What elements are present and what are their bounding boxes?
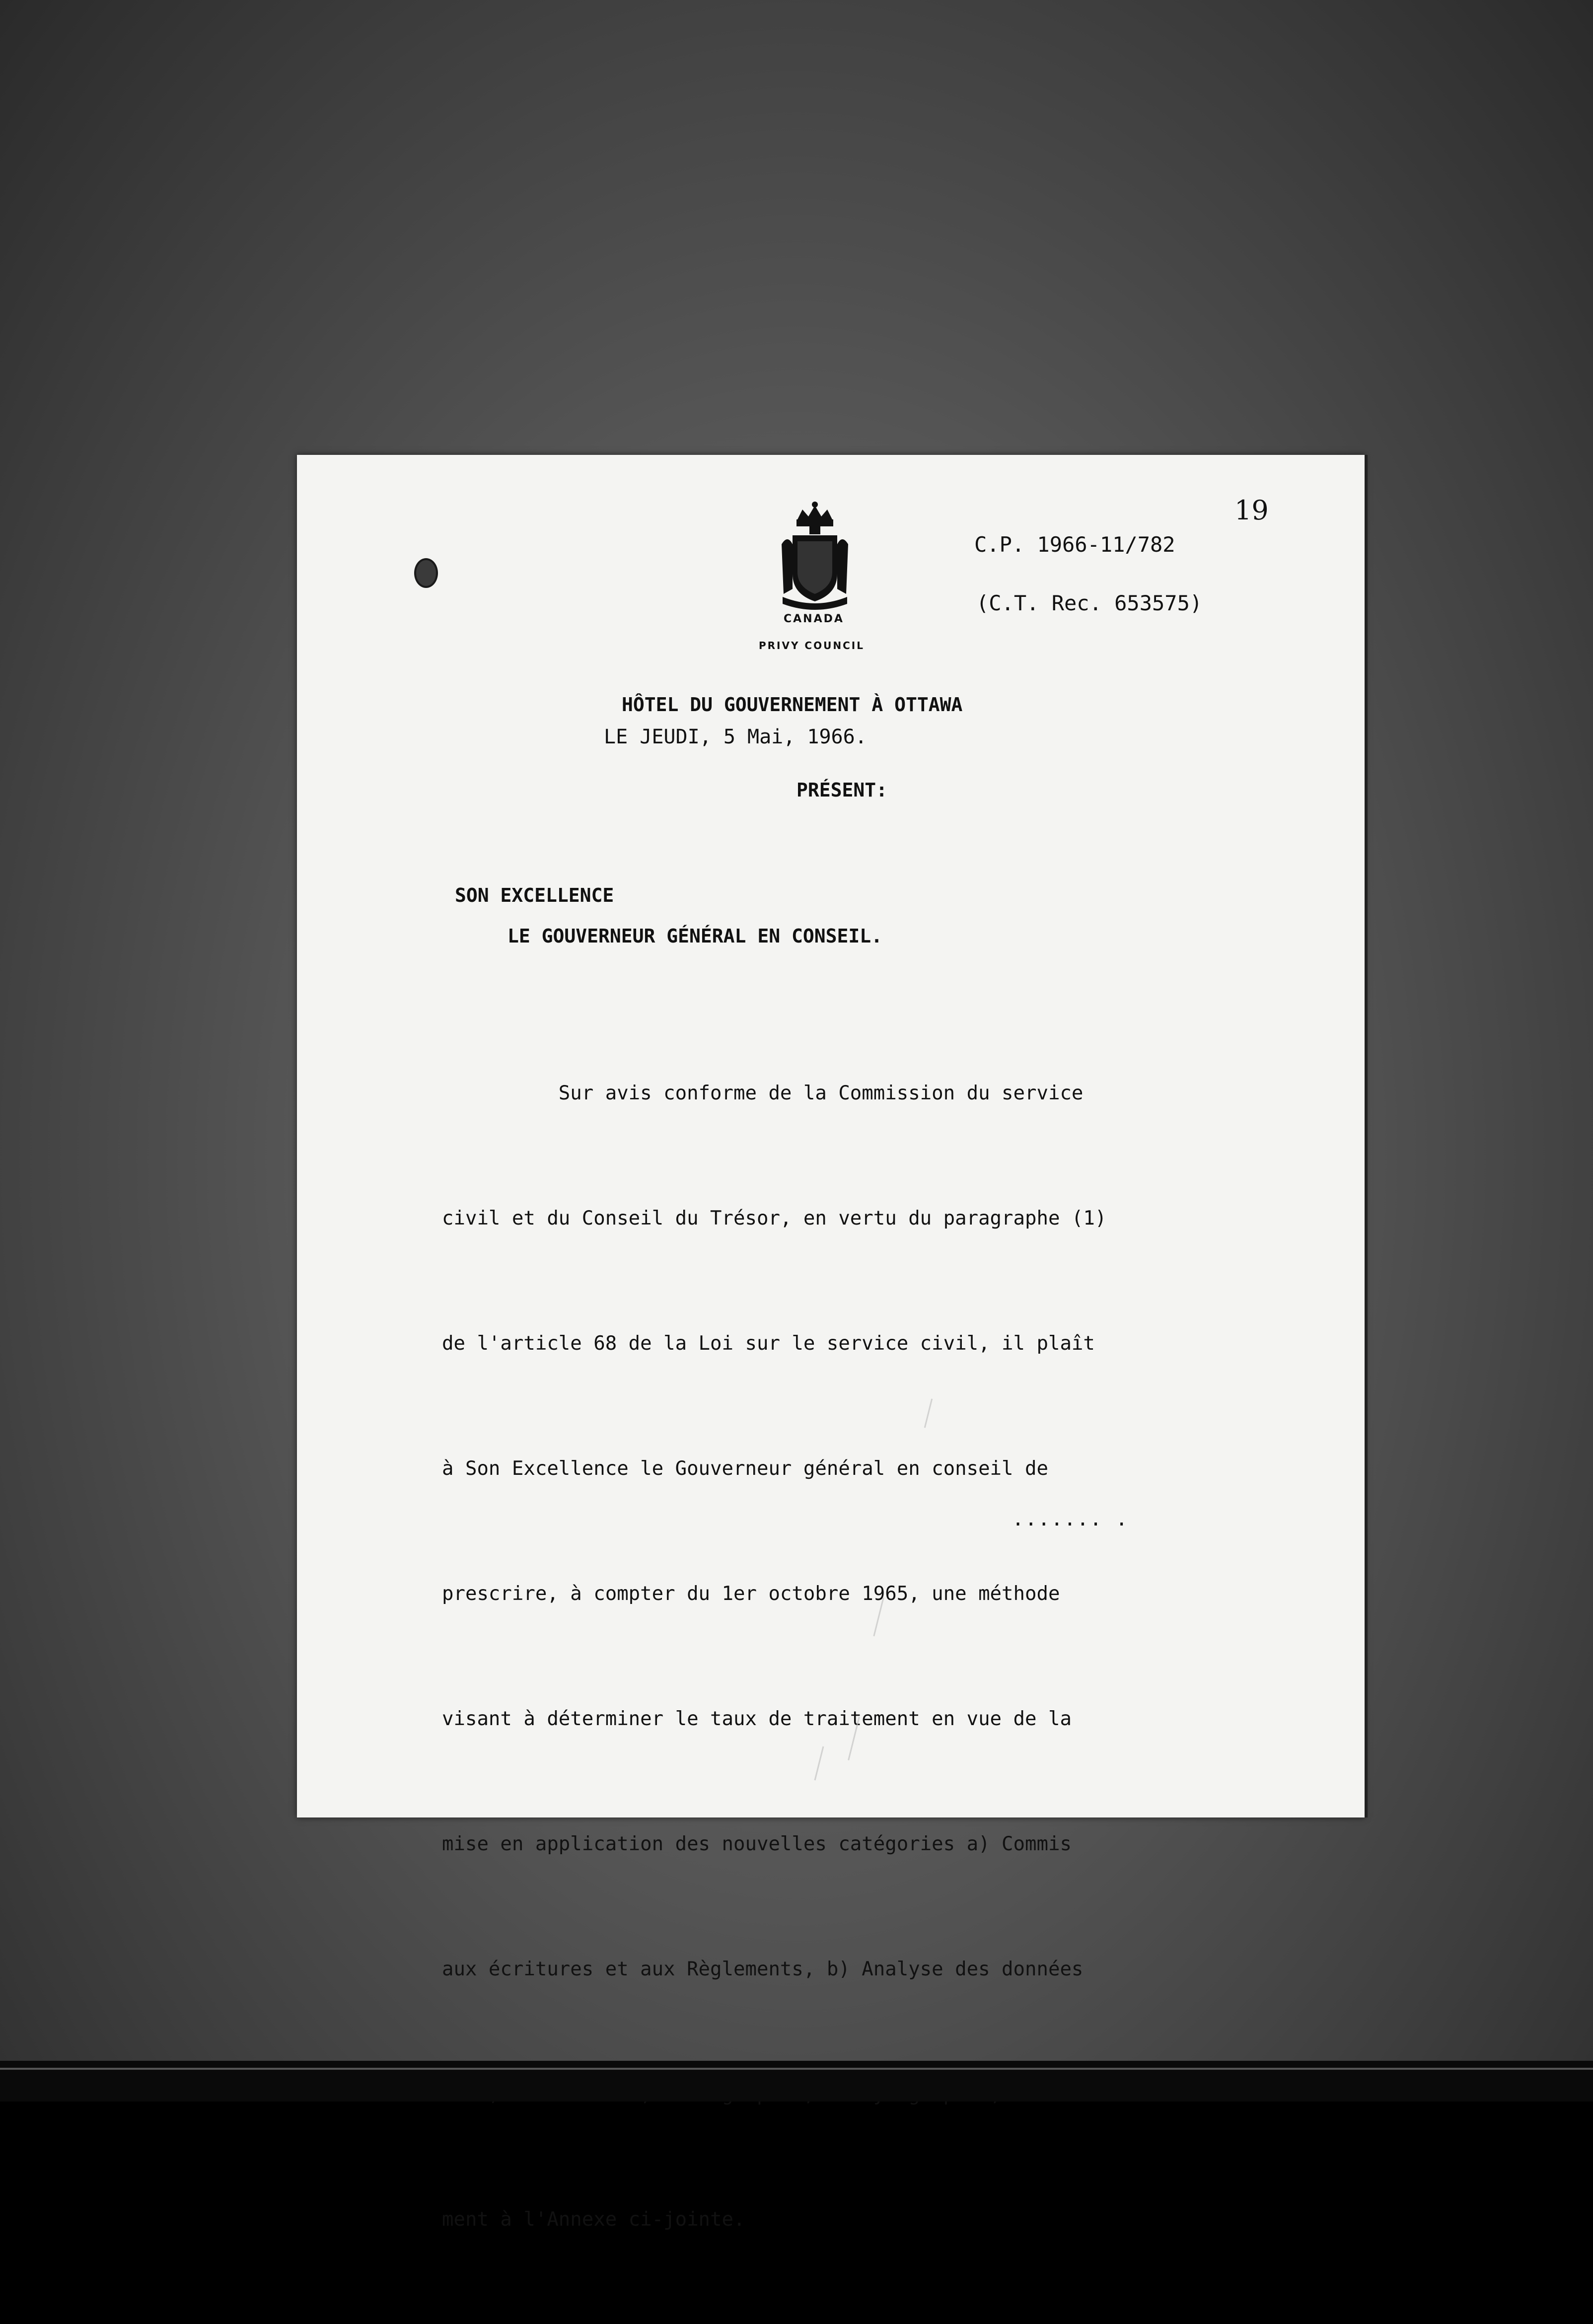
location-heading: HÔTEL DU GOUVERNEMENT À OTTAWA [622, 694, 963, 716]
page-edge-shadow [1365, 455, 1368, 1817]
crest-caption-canada: CANADA [784, 613, 844, 625]
date-line: LE JEUDI, 5 Mai, 1966. [604, 726, 867, 748]
film-border [0, 2061, 1593, 2102]
body-line: visant à déterminer le taux de traitement en vue de la [442, 1708, 1072, 1730]
page-number: 19 [1234, 495, 1269, 526]
continuation-mark: ....... . [1012, 1508, 1129, 1530]
coat-of-arms-icon [778, 500, 852, 614]
body-line: aux écritures et aux Règlements, b) Analyse des données [442, 1958, 1084, 1980]
body-line: à Son Excellence le Gouverneur général en conseil de [442, 1457, 1048, 1480]
order-number: C.P. 1966-11/782 [974, 532, 1175, 557]
body-line: ment à l'Annexe ci-jointe. [442, 2208, 745, 2231]
body-line: prescrire, à compter du 1er octobre 1965, une méthode [442, 1583, 1060, 1605]
punch-hole [414, 558, 438, 588]
body-line: Sur avis conforme de la Commission du service [442, 1082, 1084, 1104]
addressee-line-1: SON EXCELLENCE [455, 884, 614, 906]
body-line: civil et du Conseil du Trésor, en vertu du paragraphe (1) [442, 1207, 1107, 1230]
film-border-line [0, 2068, 1593, 2070]
crest-caption-privy-council: PRIVY COUNCIL [759, 640, 865, 652]
document-page [297, 455, 1365, 2231]
body-line: de l'article 68 de la Loi sur le service civil, il plaît [442, 1332, 1095, 1355]
order-body [442, 989, 1118, 2324]
present-heading: PRÉSENT: [796, 779, 888, 801]
treasury-reference: (C.T. Rec. 653575) [976, 591, 1203, 615]
addressee-line-2: LE GOUVERNEUR GÉNÉRAL EN CONSEIL. [507, 925, 882, 947]
body-line: mise en application des nouvelles catégories a) Commis [442, 1833, 1072, 1855]
